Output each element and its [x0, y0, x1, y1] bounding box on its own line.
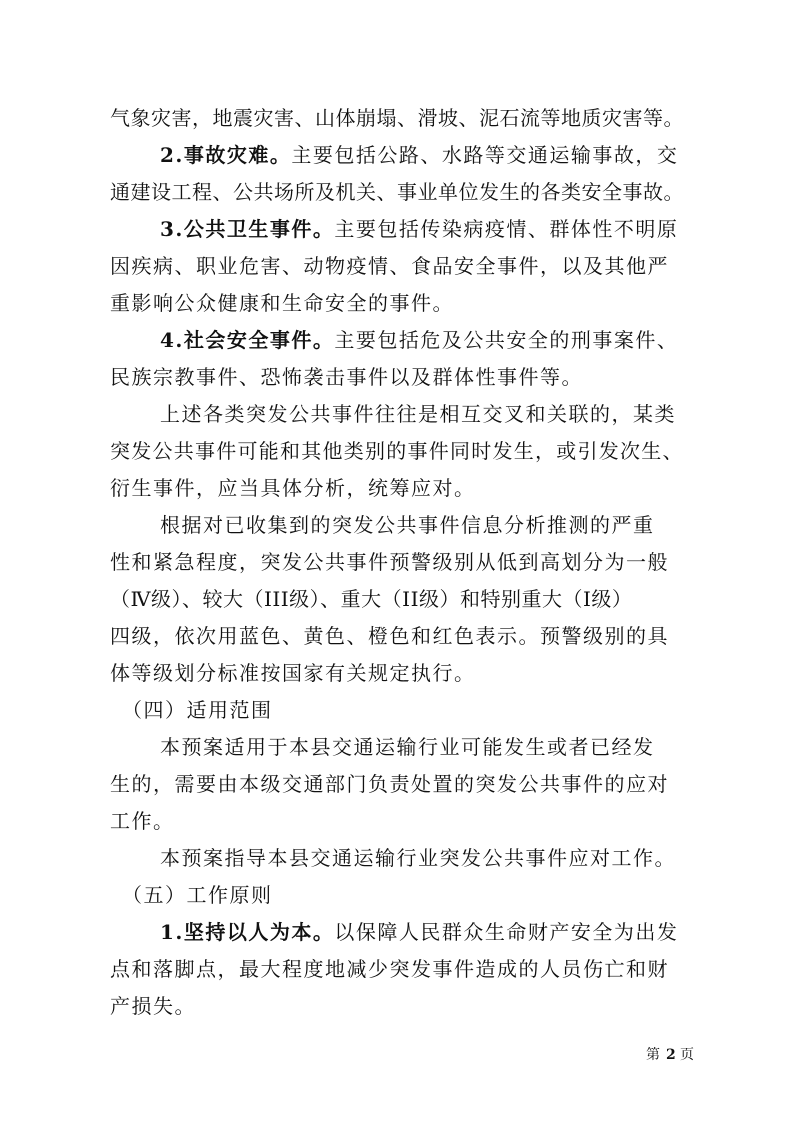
paragraph-start: [0, 507, 793, 543]
line-text: 突发公共事件可能和其他类别的事件同时发生，或引发次生、: [110, 439, 684, 463]
line-text: 本预案指导本县交通运输行业突发公共事件应对工作。: [160, 846, 676, 870]
item-label: 1.坚持以人为本。: [160, 920, 335, 944]
section-heading: [0, 877, 793, 913]
line-text: 主要包括传染病疫情、群体性不明原: [334, 217, 679, 241]
line-text: 根据对已收集到的突发公共事件信息分析推测的严重: [160, 513, 655, 537]
line-text: 因疾病、职业危害、动物疫情、食品安全事件，以及其他严: [110, 254, 669, 278]
list-item-heading: [0, 322, 793, 358]
item-label: 3.公共卫生事件。: [160, 217, 335, 241]
body-line: [0, 470, 793, 506]
body-line: [0, 803, 793, 839]
page-number-suffix: 页: [680, 1047, 694, 1063]
line-text: 本预案适用于本县交通运输行业可能发生或者已经发: [160, 735, 655, 759]
line-text: 产损失。: [110, 994, 196, 1018]
page-footer: [0, 1043, 793, 1067]
line-text: 主要包括公路、水路等交通运输事故，交: [291, 143, 679, 167]
item-label: 2.事故灾难。: [160, 143, 292, 167]
line-text: 以保障人民群众生命财产安全为出发: [334, 920, 679, 944]
line-text: 工作。: [110, 809, 175, 833]
paragraph-start: [0, 729, 793, 765]
line-text: 气象灾害，地震灾害、山体崩塌、滑坡、泥石流等地质灾害等。: [110, 106, 684, 130]
body-line: [0, 433, 793, 469]
line-text: 民族宗教事件、恐怖袭击事件以及群体性事件等。: [110, 365, 583, 389]
line-text: 性和紧急程度，突发公共事件预警级别从低到高划分为一般: [110, 550, 669, 574]
line-text: 主要包括危及公共安全的刑事案件、: [334, 328, 679, 352]
heading-text: （四）适用范围: [122, 698, 273, 722]
heading-text: （五）工作原则: [122, 883, 273, 907]
list-item-heading: [0, 914, 793, 950]
body-line: [0, 100, 793, 136]
body-line: [0, 174, 793, 210]
body-line: [0, 766, 793, 802]
body-line: [0, 359, 793, 395]
line-text: 四级，依次用蓝色、黄色、橙色和红色表示。预警级别的具: [110, 624, 669, 648]
section-heading: [0, 692, 793, 728]
body-line: [0, 618, 793, 654]
line-text: 衍生事件，应当具体分析，统筹应对。: [110, 476, 476, 500]
page-number: 2: [666, 1047, 676, 1063]
paragraph-start: [0, 396, 793, 432]
list-item-heading: [0, 137, 793, 173]
line-text: （Ⅳ级）、较大（III级）、重大（II级）和特别重大（Ⅰ级）: [110, 587, 633, 611]
line-text: 重影响公众健康和生命安全的事件。: [110, 291, 454, 315]
body-line: [0, 951, 793, 987]
body-line: [0, 655, 793, 691]
line-text: 点和落脚点，最大程度地减少突发事件造成的人员伤亡和财: [110, 957, 669, 981]
body-line: [0, 285, 793, 321]
line-text: 生的，需要由本级交通部门负责处置的突发公共事件的应对: [110, 772, 669, 796]
body-line: [0, 581, 793, 617]
page-number-prefix: 第: [646, 1047, 660, 1063]
body-line: [0, 248, 793, 284]
body-line: [0, 988, 793, 1024]
line-text: 上述各类突发公共事件往往是相互交叉和关联的，某类: [160, 402, 676, 426]
line-text: 体等级划分标准按国家有关规定执行。: [110, 661, 476, 685]
item-label: 4.社会安全事件。: [160, 328, 335, 352]
paragraph-start: [0, 840, 793, 876]
line-text: 通建设工程、公共场所及机关、事业单位发生的各类安全事故。: [110, 180, 684, 204]
body-line: [0, 544, 793, 580]
list-item-heading: [0, 211, 793, 247]
